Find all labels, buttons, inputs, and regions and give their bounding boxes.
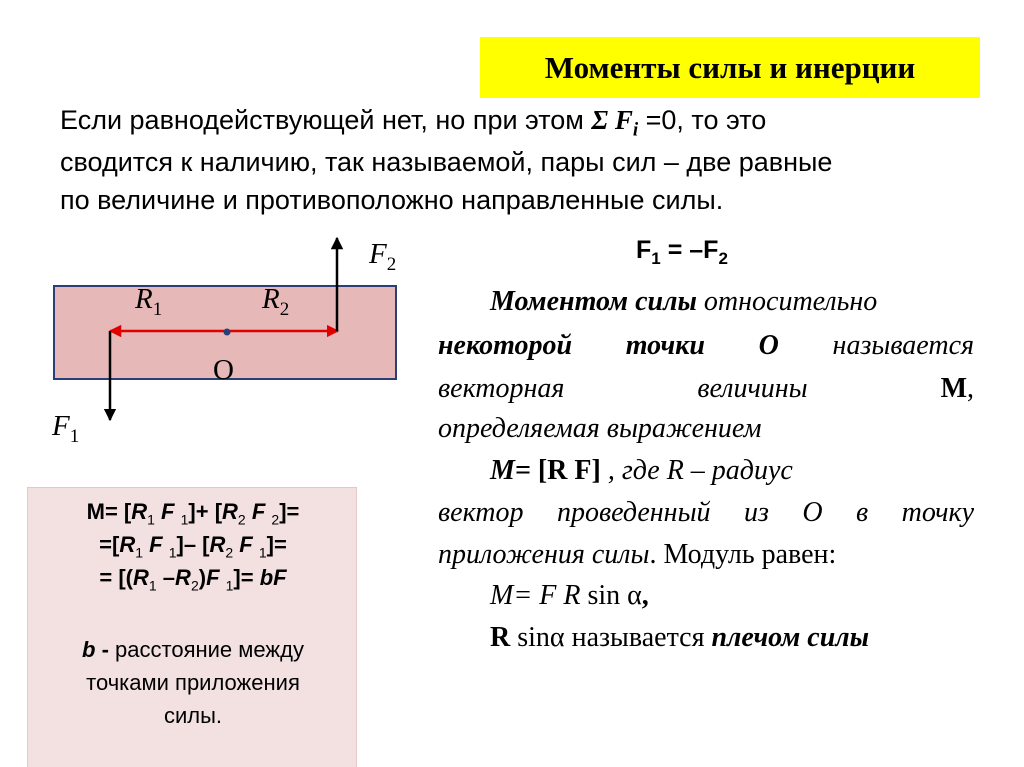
f2-letter: F <box>369 238 387 270</box>
intro-line-3: по величине и противоположно направленные силы. <box>60 185 724 215</box>
def-l7-b: . Модуль равен: <box>649 539 837 570</box>
def-l5-m: М= <box>490 455 531 486</box>
label-r2 <box>262 283 289 321</box>
label-r1 <box>135 283 162 321</box>
note-line-2: точками приложения <box>86 670 300 695</box>
def-moment-term: Моментом силы <box>490 286 697 317</box>
eq-f2: F <box>703 236 719 264</box>
note-line-3: силы. <box>163 703 223 728</box>
fl2-end: ]= <box>266 532 287 557</box>
formula-note <box>28 633 358 732</box>
fl1-r2: R <box>222 499 238 524</box>
fl1-f1-sub: 1 <box>180 511 189 528</box>
intro-line-2: сводится к наличию, так называемой, пары сил – две равные <box>60 147 833 177</box>
force-couple-diagram <box>40 228 440 458</box>
formula-box <box>27 487 357 767</box>
fl1-plus: ]+ [ <box>188 499 223 524</box>
def-l6: вектор проведенный из О в точку <box>438 497 974 528</box>
fl2-f1b-sub: 1 <box>258 544 267 561</box>
def-l2-rest: называется <box>832 330 975 361</box>
def-lever-arm-term: плечом силы <box>711 622 870 653</box>
def-l8-b: sin α <box>580 580 642 611</box>
def-l7-a: приложения силы <box>438 539 650 570</box>
note-dash: - <box>95 637 116 662</box>
fl1-r2-sub: 2 <box>237 511 246 528</box>
f1-letter: F <box>52 410 70 442</box>
fl2-r1-sub: 1 <box>135 544 144 561</box>
fl1-open: = [ <box>104 499 132 524</box>
title-box <box>480 37 980 98</box>
def-l9-text: sinα называется <box>510 622 712 653</box>
fl3-close: ) <box>198 565 207 590</box>
def-line-3 <box>438 369 974 409</box>
eq-mid: = – <box>660 236 704 264</box>
note-line-1 <box>28 633 358 666</box>
fl1-f1: F <box>154 499 181 524</box>
eq-f1-sub: 1 <box>651 249 661 268</box>
note-b: b <box>82 637 96 662</box>
fl3-bf: bF <box>259 565 287 590</box>
force-equality <box>636 236 728 269</box>
def-line-1 <box>490 282 974 322</box>
def-line-6 <box>438 493 974 533</box>
sigma-f-subscript: i <box>632 119 639 141</box>
sigma-f-symbol: Σ F <box>591 105 633 135</box>
def-line-4 <box>438 409 974 449</box>
label-o: O <box>213 354 234 386</box>
fl3-minus: – <box>156 565 176 590</box>
r2-subscript: 2 <box>279 298 290 320</box>
label-f2 <box>369 238 396 276</box>
intro-text: Если равнодействующей нет, но при этом <box>60 105 592 135</box>
def-l1-rest: относительно <box>696 286 878 317</box>
fl1-f2-sub: 2 <box>271 511 280 528</box>
fl2-r2-sub: 2 <box>225 544 234 561</box>
fl3-open: = [( <box>99 565 133 590</box>
fl2-f1b: F <box>233 532 259 557</box>
fl1-f2: F <box>245 499 272 524</box>
def-line-2 <box>438 326 974 366</box>
f1-subscript: 1 <box>69 425 80 447</box>
fl1-end: ]= <box>279 499 300 524</box>
fl3-r2: R <box>175 565 191 590</box>
def-line-7 <box>438 535 974 575</box>
r1-subscript: 1 <box>152 298 163 320</box>
fl1-r1: R <box>131 499 148 524</box>
fl3-f1: F <box>206 565 226 590</box>
sum-of-forces <box>591 105 639 141</box>
formula-line-2 <box>28 532 358 560</box>
fl1-m: M <box>86 499 105 524</box>
def-l8-comma: , <box>641 580 649 611</box>
def-l3-a: векторная <box>438 373 565 404</box>
point-o <box>224 329 231 336</box>
def-line-8 <box>490 576 974 616</box>
def-l3-m: М <box>940 373 967 404</box>
formula-line-1 <box>28 499 358 527</box>
fl2-r2: R <box>209 532 226 557</box>
label-f1 <box>52 410 79 448</box>
def-l5-rest: , где R – радиус <box>600 455 793 486</box>
intro-text-tail: =0, то это <box>638 105 767 135</box>
slide-title: Моменты силы и инерции <box>544 49 916 85</box>
fl3-r1-sub: 1 <box>148 577 157 594</box>
fl3-r2-sub: 2 <box>190 577 199 594</box>
def-l3-b: величины <box>697 373 808 404</box>
fl2-f1-sub: 1 <box>168 544 177 561</box>
def-l5-rf: [R F] <box>530 455 601 486</box>
eq-f1: F <box>636 236 652 264</box>
r1-letter: R <box>135 283 153 315</box>
fl2-f1: F <box>143 532 169 557</box>
fl2-minus: ]– [ <box>176 532 210 557</box>
def-l8-a: М= F R <box>490 580 581 611</box>
formula-line-3 <box>28 565 358 593</box>
def-line-9 <box>490 618 974 658</box>
fl3-r1: R <box>133 565 149 590</box>
eq-f2-sub: 2 <box>718 249 728 268</box>
fl3-eq: ]= <box>233 565 260 590</box>
note-text-1: расстояние между <box>115 637 304 662</box>
fl3-f1-sub: 1 <box>225 577 234 594</box>
r2-letter: R <box>262 283 280 315</box>
fl2-r1: R <box>119 532 136 557</box>
def-point-term: некоторой точки О <box>438 330 779 361</box>
fl2-open: =[ <box>99 532 120 557</box>
f2-subscript: 2 <box>386 253 397 275</box>
def-l9-r: R <box>490 622 511 653</box>
def-l4: определяемая выражением <box>438 413 762 444</box>
def-l3-comma: , <box>967 373 974 404</box>
fl1-r1-sub: 1 <box>147 511 155 528</box>
def-line-5 <box>490 451 974 491</box>
